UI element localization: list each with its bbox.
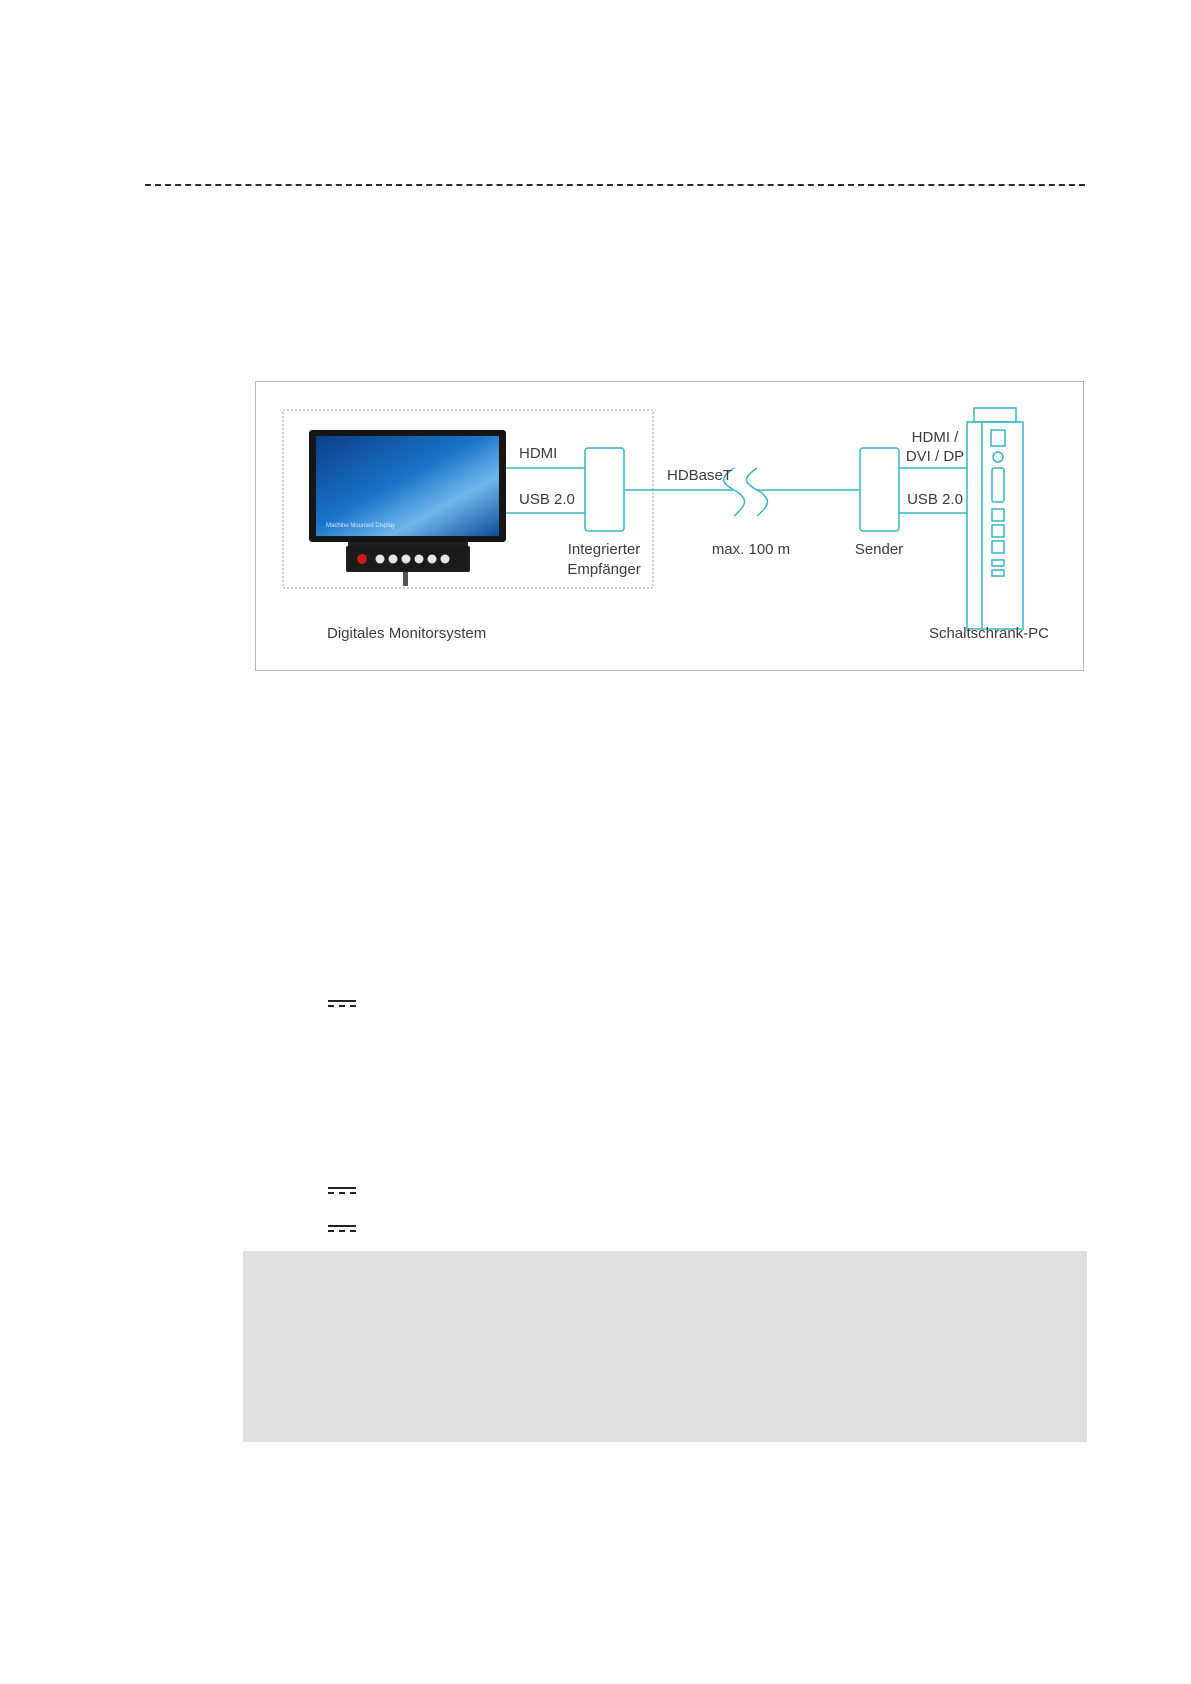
note-box <box>243 1251 1087 1442</box>
usb-label-left: USB 2.0 <box>519 491 575 508</box>
distance-label: max. 100 m <box>711 541 791 558</box>
cabinet-pc-icon <box>967 408 1023 629</box>
emergency-stop-icon <box>357 554 367 564</box>
sender-box <box>860 448 899 531</box>
section-divider <box>145 184 1085 186</box>
hdbaset-label: HDBaseT <box>667 467 733 484</box>
dc-symbol-icon <box>328 1224 356 1234</box>
break-symbol-icon-2 <box>747 468 768 516</box>
caption-monitor-system: Digitales Monitorsystem <box>327 625 487 642</box>
hdmi-label-right-line1: HDMI / <box>911 429 959 446</box>
receiver-label-line2: Empfänger <box>567 561 641 578</box>
caption-cabinet-pc: Schaltschrank-PC <box>928 625 1049 642</box>
connection-diagram-svg <box>256 382 1085 672</box>
connection-diagram <box>255 381 1084 671</box>
receiver-label-line1: Integrierter <box>567 541 641 558</box>
usb-label-right: USB 2.0 <box>907 491 963 508</box>
receiver-box <box>585 448 624 531</box>
sender-label: Sender <box>854 541 904 558</box>
dc-symbol-icon <box>328 1186 356 1196</box>
dc-symbol-icon <box>328 999 356 1009</box>
monitor-screen-text: Machine Mounted Display <box>326 523 396 529</box>
hdmi-label-right-line2: DVI / DP <box>905 448 965 465</box>
hdmi-label-left: HDMI <box>519 445 558 462</box>
monitor-icon <box>309 430 506 586</box>
